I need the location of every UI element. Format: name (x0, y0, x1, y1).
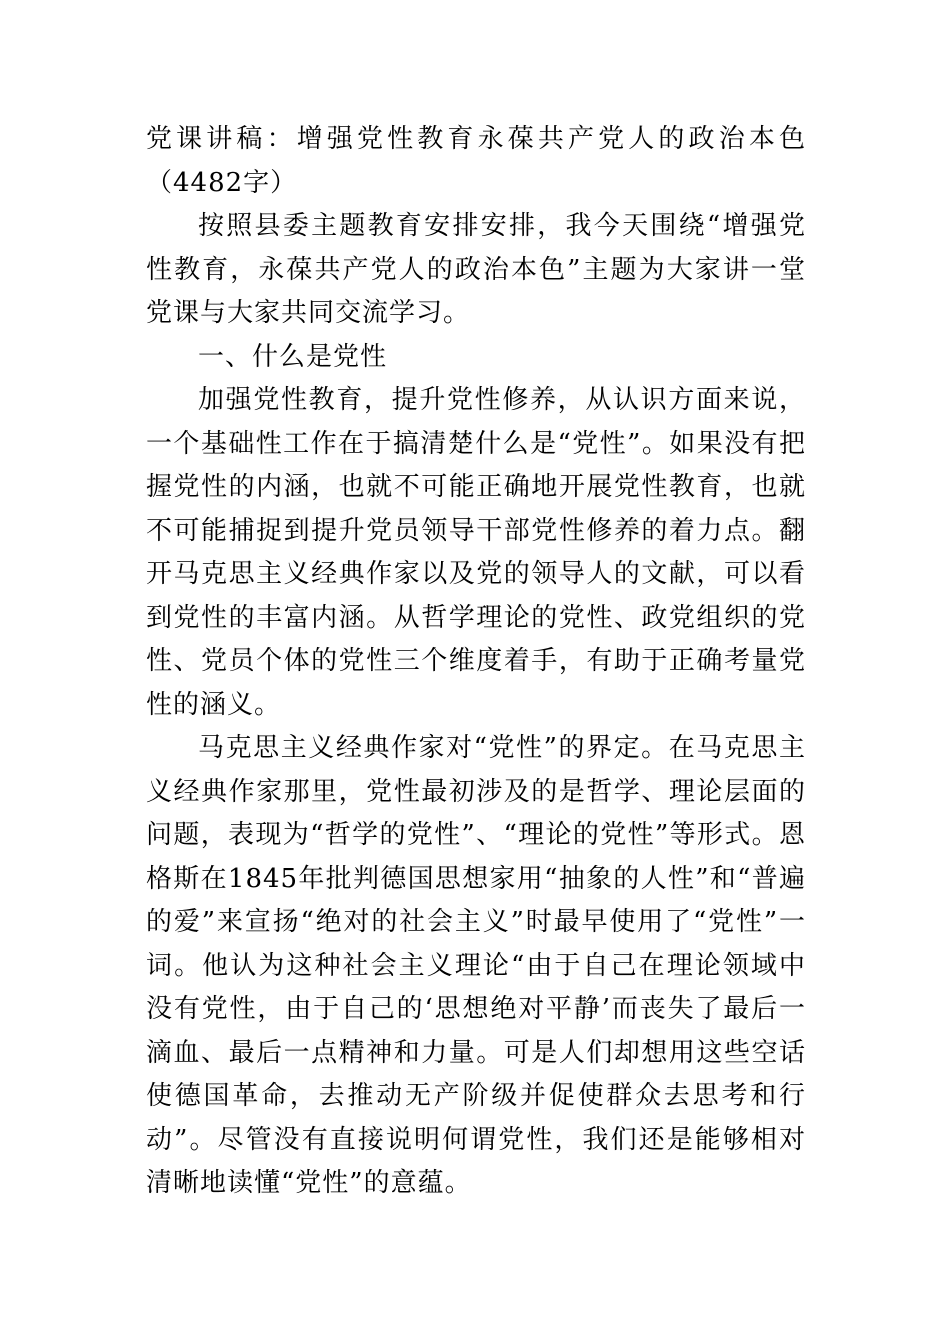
section-heading: 一、什么是党性 (198, 341, 388, 372)
intro-paragraph: 按照县委主题教育安排安排，我今天围绕“增强党性教育，永葆共产党人的政治本色”主题为大家讲一堂党课与大家共同交流学习。 (146, 211, 806, 328)
body-paragraph: 马克思主义经典作家对“党性”的界定。在马克思主义经典作家那里，党性最初涉及的是哲学、理论层面的问题，表现为“哲学的党性”、“理论的党性”等形式。恩格斯在1845年批判德国思想家用“抽象的人性”和“普遍的爱”来宣扬“绝对的社会主义”时最早使用了“党性”一词。他认为这种社会主义理论“由于自己在理论领域中没有党性，由于自己的‘思想绝对平静’而丧失了最后一滴血、最后一点精神和力量。可是人们却想用这些空话使德国革命，去推动无产阶级并促使群众去思考和行动”。尽管没有直接说明何谓党性，我们还是能够相对清晰地读懂“党性”的意蕴。 (146, 733, 806, 1198)
document-title: 党课讲稿：增强党性教育永葆共产党人的政治本色（4482字） (146, 124, 806, 198)
body-paragraph: 加强党性教育，提升党性修养，从认识方面来说，一个基础性工作在于搞清楚什么是“党性”。如果没有把握党性的内涵，也就不可能正确地开展党性教育，也就不可能捕捉到提升党员领导干部党性修养的着力点。翻开马克思主义经典作家以及党的领导人的文献，可以看到党性的丰富内涵。从哲学理论的党性、政党组织的党性、党员个体的党性三个维度着手，有助于正确考量党性的涵义。 (146, 385, 806, 720)
document-body (146, 118, 806, 1206)
